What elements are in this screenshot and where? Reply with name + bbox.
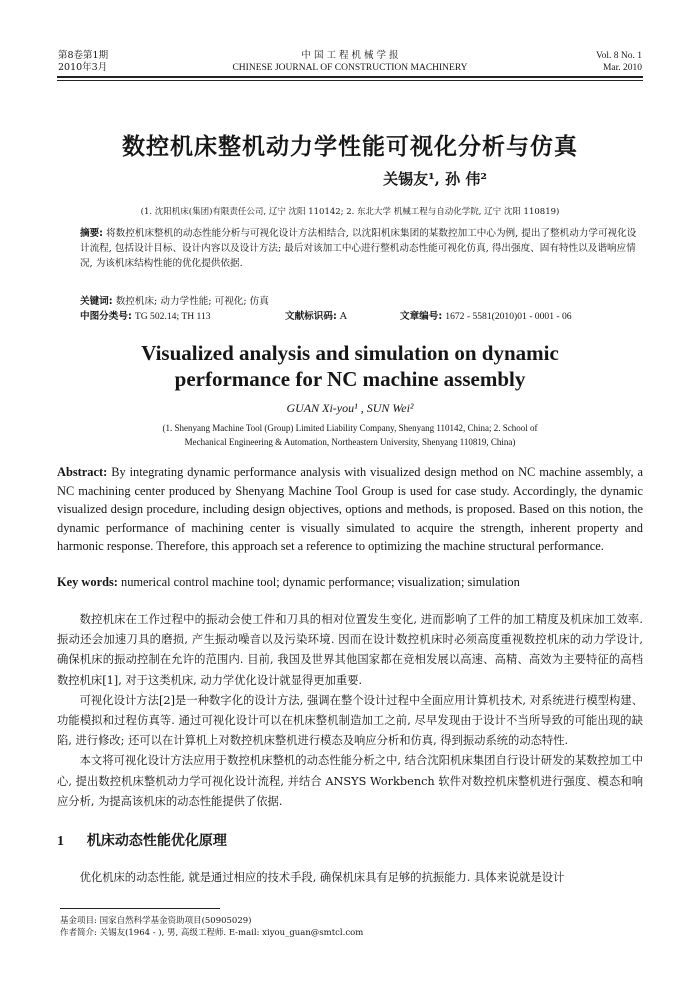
header-journal (200, 50, 500, 74)
keywords-cn (80, 295, 640, 309)
clc-label: 中图分类号: (80, 311, 132, 322)
header-volume-cn: 第8卷第1期 (58, 50, 109, 61)
title-en-line2: performance for NC machine assembly (174, 367, 526, 391)
body-paragraph: 本文将可视化设计方法应用于数控机床整机的动态性能分析之中, 结合沈阳机床集团自行设计研发的某数控加工中心, 提出数控机床整机动力学可视化设计流程, 并结合 ANSYS Workbench 软件对数控机床整机进行强度、模态和响应分析, 为提高该机床的动态性能提供了依据. (57, 754, 643, 808)
title-cn: 数控机床整机动力学性能可视化分析与仿真 (122, 134, 578, 160)
abstract-cn-label: 摘要: (80, 228, 104, 239)
journal-name-en: CHINESE JOURNAL OF CONSTRUCTION MACHINERY (232, 63, 468, 73)
keywords-en-text: numerical control machine tool; dynamic performance; visualization; simulation (121, 575, 520, 589)
affiliation-en-line2: Mechanical Engineering & Automation, Northeastern University, Shenyang 110819, China) (184, 437, 516, 447)
authors-en: GUAN Xi-you¹ , SUN Wei² (286, 401, 414, 415)
abstract-en-label: Abstract: (57, 465, 108, 479)
header-volume (596, 50, 642, 74)
header-rule-thick (57, 76, 643, 78)
affiliation-en (100, 421, 600, 449)
footnote-author: 作者简介: 关锡友(1964 - ), 男, 高级工程师. E-mail: xiyou_guan@smtcl.com (60, 928, 364, 938)
affiliation-cn: (1. 沈阳机床(集团)有限责任公司, 辽宁 沈阳 110142; 2. 东北大学 机械工程与自动化学院, 辽宁 沈阳 110819) (140, 207, 560, 217)
abstract-en (57, 463, 643, 556)
keywords-en-label: Key words: (57, 575, 118, 589)
affiliation-en-line1: (1. Shenyang Machine Tool (Group) Limited Liability Company, Shenyang 110142, China; 2. School of (162, 423, 538, 433)
title-en-line1: Visualized analysis and simulation on dynamic (141, 341, 559, 365)
title-en (57, 340, 643, 392)
classification-line (80, 310, 640, 324)
header-rule-thin (57, 80, 643, 81)
section-title: 机床动态性能优化原理 (86, 833, 227, 849)
section-paragraph (57, 868, 643, 888)
doc-code-label: 文献标识码: (285, 311, 337, 322)
section-number: 1 (57, 834, 64, 849)
article-no-value: 1672 - 5581(2010)01 - 0001 - 06 (445, 311, 572, 322)
body-paragraph: 数控机床在工作过程中的振动会使工件和刀具的相对位置发生变化, 进而影响了工件的加工精度及机床加工效率. 振动还会加速刀具的磨损, 产生振动噪音以及污染环境. 因而在设计数控机床时必须高度重视数控机床的动力学设计, 确保机床的振动控制在允许的范围内. 目前, 我国及世界其他国家都在竞相发展以高速、高精、高效为主要特征的高档数控机床[1], 对于这类机床, 动力学优化设计就显得更加重要. (57, 613, 643, 687)
abstract-en-text: By integrating dynamic performance analysis with visualized design method on NC machine assembly, a NC machining center produced by Shenyang Machine Tool Group is used for case study. Accordingly, the dynamic visualized design procedure, including design objectives, options and methods, is proposed. Based on this notion, the dynamic performance of machining center is visually simulated to acquire the strength, inherent property and harmonic response. Therefore, this approach set a reference to optimizing the machine structural performance. (57, 465, 643, 554)
header-volume-en: Vol. 8 No. 1 (595, 51, 642, 61)
footnote-rule (60, 908, 220, 909)
doc-code-value: A (339, 311, 347, 322)
keywords-cn-label: 关键词: (80, 296, 113, 307)
authors-cn: 关锡友¹, 孙 伟² (383, 170, 487, 188)
journal-name-cn: 中 国 工 程 机 械 学 报 (301, 50, 399, 61)
section-paragraph-text: 优化机床的动态性能, 就是通过相应的技术手段, 确保机床具有足够的抗振能力. 具体来说就是设计 (79, 871, 565, 884)
header-date-cn: 2010年3月 (58, 62, 108, 73)
body-paragraph: 可视化设计方法[2]是一种数字化的设计方法, 强调在整个设计过程中全面应用计算机技术, 对系统进行模型构建、功能模拟和过程仿真等. 通过可视化设计可以在机床整机制造加工之前, 尽早发现由于设计不当所导致的可能出现的缺陷, 进行修改; 还可以在计算机上对数控机床整机进行模态及响应分析和仿真, 得到振动系统的动态特性. (57, 693, 643, 748)
clc-value: TG 502.14; TH 113 (134, 311, 211, 322)
article-no-label: 文章编号: (400, 311, 443, 322)
footnotes (60, 915, 646, 939)
header-issue (58, 50, 108, 74)
header-date-en: Mar. 2010 (602, 63, 642, 73)
section-heading (57, 830, 227, 850)
footnote-fund: 基金项目: 国家自然科学基金资助项目(50905029) (60, 916, 252, 926)
abstract-cn (80, 226, 640, 271)
body-text (57, 610, 643, 812)
abstract-cn-text: 将数控机床整机的动态性能分析与可视化设计方法相结合, 以沈阳机床集团的某数控加工中心为例, 提出了整机动力学可视化设计流程, 包括设计目标、设计内容以及设计方法; 最后对该加工中心进行整机动态性能可视化仿真, 得出强度、固有特性以及谐响应情况, 为该机床结构性能的优化提供依据. (80, 228, 637, 269)
keywords-cn-text: 数控机床; 动力学性能; 可视化; 仿真 (115, 296, 269, 307)
keywords-en (57, 575, 643, 590)
